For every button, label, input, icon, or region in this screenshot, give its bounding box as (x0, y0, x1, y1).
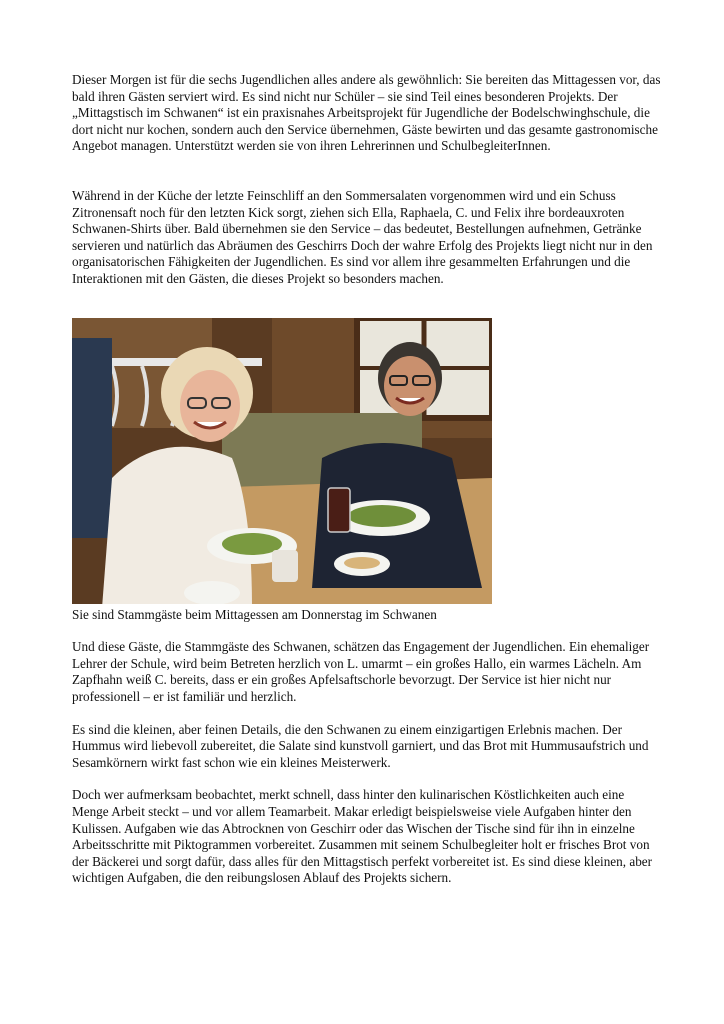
photo-caption: Sie sind Stammgäste beim Mittagessen am Donnerstag im Schwanen (72, 606, 437, 622)
paragraph-intro: Dieser Morgen ist für die sechs Jugendlichen alles andere als gewöhnlich: Sie bereiten das Mittagessen vor, das bald ihren Gästen serviert wird. Es sind nicht nur Schüler – sie sind Teil eines besonderen Projekts. Der „Mittagstisch im Schwanen“ ist ein praxisnahes Arbeitsprojekt für Jugendliche der Bodelschwinghschule, die dort nicht nur kochen, sondern auch den Service übernehmen, Gäste bewirten und das gesamte gastronomische Angebot managen. Unterstützt werden sie von ihren Lehrerinnen und SchulbegleiterInnen. (72, 72, 661, 154)
paragraph-details: Es sind die kleinen, aber feinen Details, die den Schwanen zu einem einzigartigen Erlebnis machen. Der Hummus wird liebevoll zubereitet, die Salate sind kunstvoll garniert, und das Brot mit Hummusaufstrich und Sesamkörnern wirkt fast schon wie ein kleines Meisterwerk. (72, 721, 649, 770)
article (72, 72, 662, 887)
restaurant-photo (72, 318, 492, 604)
paragraph-teamwork: Doch wer aufmerksam beobachtet, merkt schnell, dass hinter den kulinarischen Köstlichkeiten auch eine Menge Arbeit steckt – und vor allem Teamarbeit. Makar erledigt beispielsweise viele Aufgaben hinter den Kulissen. Aufgaben wie das Abtrocknen von Geschirr oder das Wischen der Tische sind für ihn in einzelne Arbeitsschritte mit Piktogrammen vorbereitet. Zusammen mit seinem Schulbegleiter holt er frisches Brot von der Bäckerei und sorgt dafür, dass alles für den Mittagstisch perfekt vorbereitet ist. Es sind diese kleinen, aber wichtigen Aufgaben, die den reibungslosen Ablauf des Projekts sichern. (72, 787, 653, 886)
paragraph-guests: Und diese Gäste, die Stammgäste des Schwanen, schätzen das Engagement der Jugendlichen. Ein ehemaliger Lehrer der Schule, wird beim Betreten herzlich von L. umarmt – ein großes Hallo, ein warmes Lächeln. Am Zapfhahn weiß C. bereits, dass er ein großes Apfelsaftschorle bevorzugt. Der Service ist hier nicht nur professionell – er ist familiär und herzlich. (72, 639, 650, 704)
paragraph-preparation: Während in der Küche der letzte Feinschliff an den Sommersalaten vorgenommen wird und ein Schuss Zitronensaft noch für den letzten Kick sorgt, ziehen sich Ella, Raphaela, C. und Felix ihre bordeauxroten Schwanen-Shirts über. Bald übernehmen sie den Service – das bedeutet, Bestellungen aufnehmen, Getränke servieren und natürlich das Abräumen des Geschirrs Doch der wahre Erfolg des Projekts liegt nicht nur in den organisatorischen Fähigkeiten der Jugendlichen. Es sind vor allem ihre gesammelten Erfahrungen und die Interaktionen mit den Gästen, die dieses Projekt so besonders machen. (72, 188, 653, 286)
